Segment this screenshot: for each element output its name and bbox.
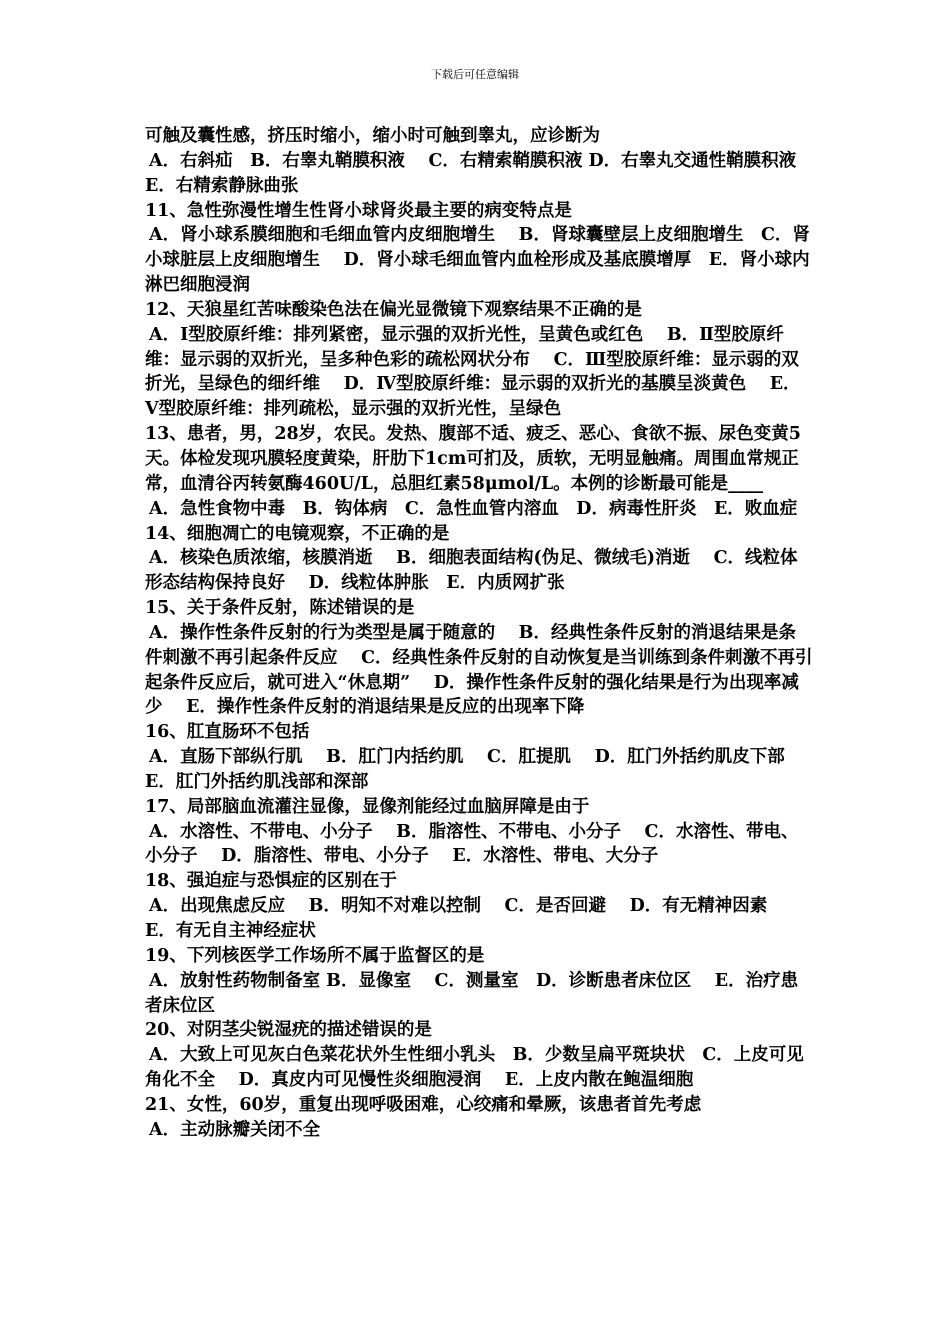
document-body — [145, 124, 820, 1143]
question-title: 17、局部脑血流灌注显像，显像剂能经过血脑屏障是由于 — [145, 796, 590, 817]
answer-options: A．大致上可见灰白色菜花状外生性细小乳头 B．少数呈扁平斑块状 C．上皮可见角化不全 D．真皮内可见慢性炎细胞浸润 E．上皮内散在鲍温细胞 — [145, 1045, 804, 1091]
answer-options: A．操作性条件反射的行为类型是属于随意的 B．经典性条件反射的消退结果是条件刺激不再引起条件反应 C．经典性条件反射的自动恢复是当训练到条件刺激不再引起条件反应后，就可进入“休息期” D．操作性条件反射的强化结果是行为出现率减少 E．操作性条件反射的消退结果是反应的出现率下降 — [145, 622, 813, 718]
answer-options: A．放射性药物制备室 B．显像室 C．测量室 D．诊断患者床位区 E．治疗患者床位区 — [145, 970, 799, 1016]
answer-options: A．Ⅰ型胶原纤维：排列紧密，显示强的双折光性，呈黄色或红色 B．Ⅱ型胶原纤维：显示弱的双折光，呈多种色彩的疏松网状分布 C．Ⅲ型胶原纤维：显示弱的双折光，呈绿色的细纤维 D．Ⅳ型胶原纤维：显示弱的双折光的基膜呈淡黄色 E．Ⅴ型胶原纤维：排列疏松，显示强的双折光性，呈绿色 — [145, 324, 801, 420]
answer-options: A．肾小球系膜细胞和毛细血管内皮细胞增生 B．肾球囊壁层上皮细胞增生 C．肾小球脏层上皮细胞增生 D．肾小球毛细血管内血栓形成及基底膜增厚 E．肾小球内淋巴细胞浸润 — [145, 225, 810, 296]
question-title: 12、天狼星红苦味酸染色法在偏光显微镜下观察结果不正确的是 — [145, 299, 642, 320]
question-title: 16、肛直肠环不包括 — [145, 722, 310, 743]
answer-options: A．右斜疝 B．右睾丸鞘膜积液 C．右精索鞘膜积液 D．右睾丸交通性鞘膜积液 E．右精索静脉曲张 — [145, 150, 820, 196]
page-header: 下载后可任意编辑 — [431, 68, 519, 81]
answer-options: A．直肠下部纵行肌 B．肛门内括约肌 C．肛提肌 D．肛门外括约肌皮下部 E．肛门外括约肌浅部和深部 — [145, 747, 809, 792]
answer-options: A．出现焦虑反应 B．明知不对难以控制 C．是否回避 D．有无精神因素 E．有无自主神经症状 — [145, 896, 791, 941]
question-title: 19、下列核医学工作场所不属于监督区的是 — [145, 945, 485, 966]
question-title: 14、细胞凋亡的电镜观察，不正确的是 — [145, 523, 450, 544]
question-title: 21、女性，60岁，重复出现呼吸困难，心绞痛和晕厥，该患者首先考虑 — [145, 1094, 702, 1115]
answer-options: A．急性食物中毒 B．钩体病 C．急性血管内溶血 D．病毒性肝炎 E．败血症 — [149, 498, 798, 519]
answer-options: A．水溶性、不带电、小分子 B．脂溶性、不带电、小分子 C．水溶性、带电、小分子 D．脂溶性、带电、小分子 E．水溶性、带电、大分子 — [145, 821, 799, 867]
question-title: 18、强迫症与恐惧症的区别在于 — [145, 871, 397, 892]
answer-options: A．主动脉瓣关闭不全 — [149, 1119, 321, 1140]
answer-options: A．核染色质浓缩，核膜消逝 B．细胞表面结构(伪足、微绒毛)消逝 C．线粒体形态结构保持良好 D．线粒体肿胀 E．内质网扩张 — [145, 548, 798, 594]
question-title: 20、对阴茎尖锐湿疣的描述错误的是 — [145, 1020, 432, 1041]
question-title: 11、急性弥漫性增生性肾小球肾炎最主要的病变特点是 — [145, 200, 572, 221]
question-title: 15、关于条件反射，陈述错误的是 — [145, 598, 415, 619]
question-text: 可触及囊性感，挤压时缩小，缩小时可触到睾丸，应诊断为 — [145, 126, 600, 146]
question-title: 13、患者，男，28岁，农民。发热、腹部不适、疲乏、恶心、食欲不振、尿色变黄5天。体检发现巩膜轻度黄染，肝肋下1cm可扪及，质软，无明显触痛。周围血常规正常，血清谷丙转氨酶460U/L，总胆红素58μmol/L。本例的诊断最可能是____ — [145, 424, 801, 494]
